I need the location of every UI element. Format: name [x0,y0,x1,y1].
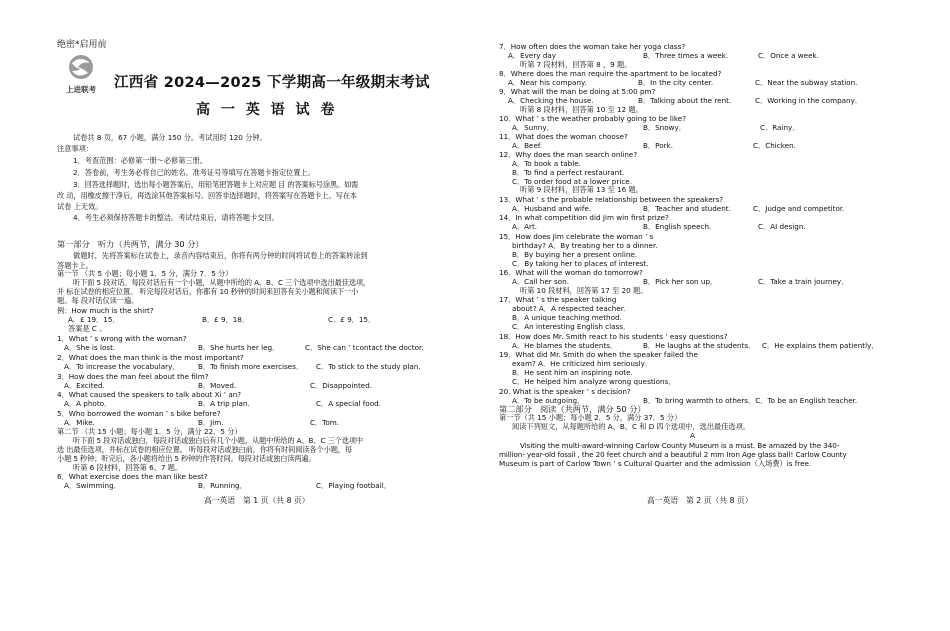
question-5-option-a: A．Mike. [64,418,95,427]
question-11-option-b: B．Pork. [643,141,673,150]
section1-instruction: 听下面 5 段对话。每段对话后有一个小题，从题中所给的 A、B、C 三个选项中选出最佳选项， [73,278,371,287]
question-6-option-c: C．Playing football． [316,481,391,490]
question-16-option-c: C．Take a train journey． [758,277,849,286]
question-4-option-a: A．A photo． [64,399,112,408]
section2-heading: 第二节 （共 15 小题；每小题 1．5 分，满分 22．5 分） [57,427,242,436]
question-10-option-b: B．Snowy． [643,123,686,132]
question-4-option-b: B．A trip plan. [198,399,250,408]
question-14: 14．In what competition did Jim win first prize? [499,213,669,222]
passage-a-line-3: Museum is part of Carlow Town ’ s Cultural Quarter and the admission（入场费）is free. [499,459,812,468]
question-8-option-c: C．Near the subway station. [755,78,858,87]
part1-instruction-line-2: 答题卡上。 [57,261,93,270]
reading-section1-heading: 第一节（共 15 小题；每小题 2．5 分，满分 37．5 分） [499,413,682,422]
question-16: 16．What will the woman do tomorrow? [499,268,643,277]
question-18: 18．How does Mr. Smith react to his students ’ easy questions? [499,332,728,341]
material-8-note: 听第 8 段材料，回答第 10 至 12 题。 [520,105,643,114]
question-9: 9．What will the man be doing at 5:00 pm? [499,87,656,96]
passage-a-line-1: Visiting the multi-award-winning Carlow County Museum is a must. Be amazed by the 340- [520,441,840,450]
question-12: 12．Why does the man search online? [499,150,638,159]
page-footer: 高一英语 第 1 页（共 8 页） [204,496,310,505]
question-5: 5．Who borrowed the woman ’ s bike before? [57,409,221,418]
question-19-option-b: B．He sent him an inspiring note. [512,368,633,377]
question-1: 1．What ’ s wrong with the woman? [57,334,187,343]
question-14-option-c: C．AI design. [758,222,806,231]
question-2-option-c: C．To stick to the study plan. [316,362,421,371]
logo-text: 上进联考 [66,85,96,94]
question-12-option-a: A．To book a table. [512,159,581,168]
question-4: 4．What caused the speakers to talk about Xi ’ an? [57,390,242,399]
question-10: 10．What ’ s the weather probably going to be like? [499,114,687,123]
example-option-a: A．£ 19．15． [68,315,120,324]
example-option-c: C．£ 9．15． [328,315,376,324]
question-2-option-a: A．To increase the vocabulary． [64,362,180,371]
reading-section1-instruction: 阅读下列短文，从每题所给的 A、B、C 和 D 四个选项中，选出最佳选项。 [512,422,750,431]
part2-heading: 第二部分 阅读（共两节，满分 50 分） [499,404,646,414]
question-5-option-b: B．Jim. [198,418,224,427]
question-13-option-b: B．Teacher and student. [643,204,731,213]
question-3-option-a: A．Excited. [64,381,105,390]
page-footer: 高一英语 第 2 页（共 8 页） [647,496,753,505]
question-18-option-b: B．He laughs at the students． [643,341,756,350]
notice-title: 注意事项： [57,144,93,153]
question-6: 6．What exercise does the man like best? [57,472,208,481]
question-15-option-a: birthday? A．By treating her to a dinner. [512,241,658,250]
question-9-option-b: B．Talking about the rent. [638,96,732,105]
question-8-option-a: A．Near his company. [508,78,587,87]
question-9-option-a: A．Checking the house. [508,96,594,105]
question-7-option-b: B．Three times a week. [643,51,729,60]
example-option-b: B．£ 9．18． [202,315,250,324]
question-19-option-c: C．He helped him analyze wrong questions． [512,377,676,386]
question-10-option-a: A．Sunny． [512,123,554,132]
example-question: 例：How much is the shirt? [57,306,154,315]
question-16-option-b: B．Pick her son up． [643,277,718,286]
question-7-option-c: C．Once a week. [758,51,819,60]
notice-item-3-line-2: 改 动，用橡皮擦干净后，再选涂其他答案标号。回答非选择题时，将答案写在答题卡上。写在本 [57,191,357,200]
question-1-option-b: B．She hurts her leg． [198,343,280,352]
exam-page-2 [475,0,950,631]
material-7-note: 听第 7 段材料，回答第 8 ，9 题。 [520,60,632,69]
notice-item-3-line-3: 试卷 上无效。 [57,202,103,211]
question-3: 3．How does the man feel about the film? [57,372,209,381]
part1-heading: 第一部分 听力（共两节，满分 30 分） [57,239,204,249]
question-9-option-c: C．Working in the company． [755,96,863,105]
logo-emblem-icon [64,53,98,95]
question-13-option-a: A．Husband and wife. [512,204,592,213]
passage-a-line-2: million- year-old fossil , the 20 feet church and a beautiful 2 mm Iron Age glass ball! Carlow County [499,450,847,459]
example-answer: 答案是 C 。 [68,324,107,333]
question-18-option-a: A．He blames the students． [512,341,618,350]
section2-instruction: 听下面 5 段对话或独白，每段对话或独白后有几个小题，从题中所给的 A、B、C 三个选项中 [73,436,364,445]
question-7: 7．How often does the woman take her yoga class? [499,42,686,51]
question-11: 11．What does the woman choose? [499,132,628,141]
section2-instruction-line-3: 小题 5 秒钟；听完后，各小题将给出 5 秒钟的作答时间。每段对话或独白读两遍。 [57,454,316,463]
question-14-option-b: B．English speech. [643,222,712,231]
notice-item-2: 2．答卷前，考生务必将自己的姓名、准考证号等填写在答题卡指定位置上。 [73,168,315,177]
question-19: 19．What did Mr. Smith do when the speaker failed the [499,350,698,359]
question-11-option-c: C．Chicken. [753,141,796,150]
question-2-option-b: B．To finish more exercises． [198,362,304,371]
question-11-option-a: A．Beef. [512,141,543,150]
exam-subtitle: 高 一 英 语 试 卷 [196,102,338,118]
question-15-option-c: C．By taking her to places of interest. [512,259,649,268]
question-6-option-b: B．Running． [198,481,247,490]
part1-instruction: 做题时，先将答案标在试卷上，录音内容结束后，你将有两分钟的时间将试卷上的答案转涂到 [73,251,368,260]
question-12-option-b: B．To find a perfect restaurant. [512,168,625,177]
question-20-option-a: A．To be outgoing． [512,396,585,405]
question-20-options-b-c: B．To bring warmth to others．C．To be an English teacher. [643,396,858,405]
question-3-option-c: C．Disappointed. [310,381,373,390]
question-1-option-a: A．She is lost. [64,343,116,352]
question-5-option-c: C．Tom. [310,418,340,427]
exam-brand-logo [64,53,98,95]
question-17-option-b: B．A unique teaching method. [512,313,622,322]
question-10-option-c: C．Rainy． [760,123,800,132]
question-2: 2．What does the man think is the most important? [57,353,244,362]
passage-label: A [690,431,695,440]
material-6-note: 听第 6 段材料，回答第 6、7 题。 [73,463,183,472]
exam-title: 江西省 2024—2025 下学期高一年级期末考试 [114,75,430,91]
notice-item-3: 3．回答选择题时，选出每小题答案后，用铅笔把答题卡上对应题 目 的答案标号涂黑。如需 [73,180,359,189]
section1-instruction-line-3: 题。每 段对话仅读一遍。 [57,296,139,305]
question-3-option-b: B．Moved. [198,381,237,390]
question-15: 15．How does Jim celebrate the woman ’ s [499,232,654,241]
question-7-option-a: A．Every day [508,51,557,60]
question-18-option-c: C．He explains them patiently． [762,341,879,350]
question-13-option-c: C．Judge and competitor. [753,204,845,213]
question-12-option-c: C．To order food at a lower price. [512,177,632,186]
question-6-option-a: A．Swimming． [64,481,121,490]
question-1-option-c: C．She can ’ tcontact the doctor. [305,343,424,352]
section2-instruction-line-2: 选 出最佳选项，并标在试卷的相应位置。 听每段对话或独白前，你将有时间阅读各个小题，每 [57,445,352,454]
notice-item-1: 1．考查范围：必修第一册～必修第三册。 [73,156,207,165]
section1-heading: 第一节 （共 5 小题；每小题 1．5 分，满分 7．5 分） [57,269,233,278]
question-8: 8．Where does the man require the apartment to be located? [499,69,722,78]
exam-intro: 试卷共 8 页，67 小题，满分 150 分。考试用时 120 分钟。 [73,133,267,142]
material-10-note: 听第 10 段材料，回答第 17 至 20 题。 [520,286,648,295]
question-14-option-a: A．Art. [512,222,538,231]
question-8-option-b: B．In the city center. [638,78,714,87]
question-16-option-a: A．Call her son. [512,277,570,286]
question-17-option-a: about? A．A respected teacher. [512,304,626,313]
notice-item-4: 4．考生必须保持答题卡的整洁。考试结束后，请将答题卡交回。 [73,213,279,222]
question-20: 20. What is the speaker ’ s decision? [499,387,631,396]
confidential-label: 绝密*启用前 [57,40,107,50]
question-15-option-b: B．By buying her a present online. [512,250,638,259]
question-4-option-c: C．A special food. [316,399,381,408]
question-17: 17．What ’ s the speaker talking [499,295,617,304]
material-9-note: 听第 9 段材料，回答第 13 至 16 题。 [520,185,643,194]
section1-instruction-line-2: 并 标在试卷的相应位置。 听完每段对话后，你都有 10 秒钟的时间来回答有关小题和阅读下一小 [57,287,359,296]
question-13: 13．What ’ s the probable relationship between the speakers? [499,195,724,204]
question-19-option-a: exam? A．He criticized him seriously． [512,359,653,368]
question-17-option-c: C．An interesting English class． [512,322,631,331]
